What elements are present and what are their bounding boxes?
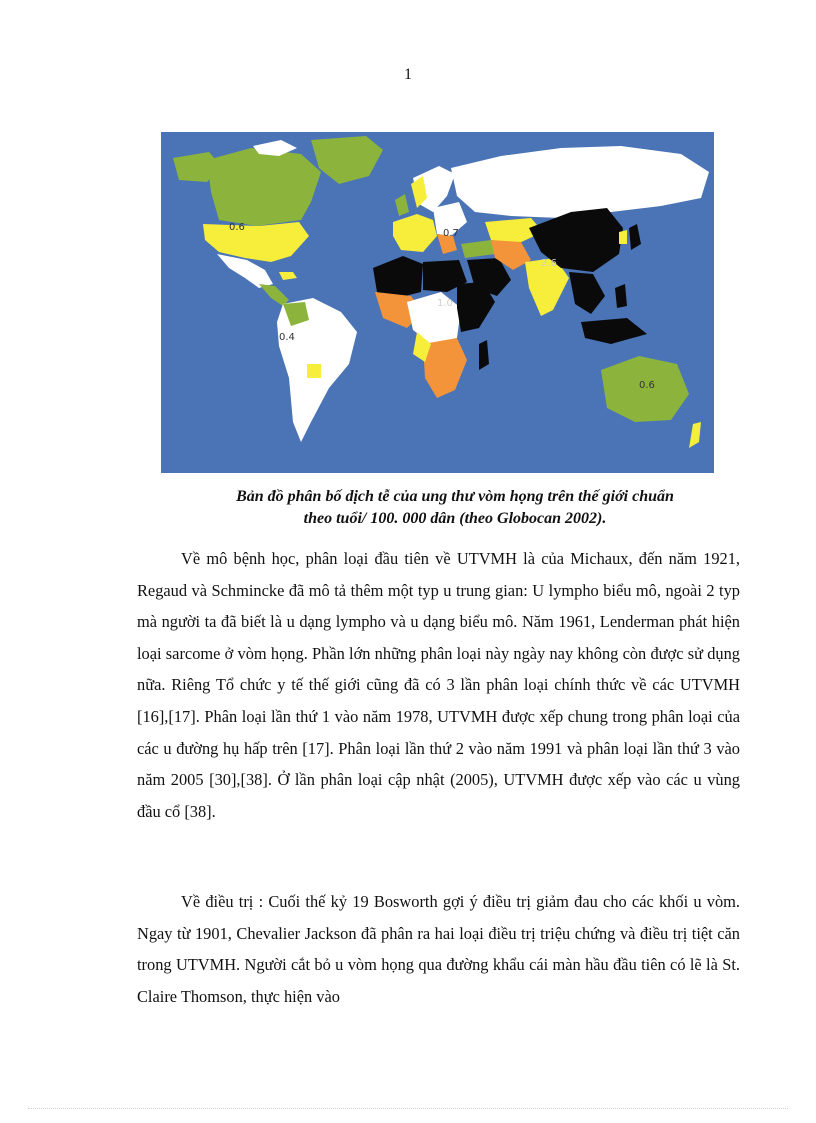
label-australia: 0.6	[639, 380, 655, 391]
world-map	[161, 132, 714, 473]
label-africa: 1.0	[437, 298, 453, 309]
label-east-asia: 2.6	[541, 258, 557, 269]
bolivia	[307, 364, 321, 378]
label-south-america: 0.4	[279, 332, 295, 343]
label-north-america: 0.6	[229, 222, 245, 233]
figure-caption-line-2: theo tuổi/ 100. 000 dân (theo Globocan 2002).	[303, 510, 607, 527]
label-europe: 0.7	[443, 228, 459, 239]
footer-rule	[28, 1108, 788, 1109]
canada	[207, 148, 321, 226]
korea	[619, 230, 627, 244]
paragraph-histology: Về mô bệnh học, phân loại đầu tiên về UTVMH là của Michaux, đến năm 1921, Regaud và Schmincke đã mô tả thêm một typ u trung gian: U lympho biểu mô, ngoài 2 typ mà người ta đã biết là u dạng lympho và u dạng biểu mô. Năm 1961, Lenderman phát hiện loại sarcome ở vòm họng. Phần lớn những phân loại này ngày nay không còn được sử dụng nữa. Riêng Tổ chức y tế thế giới cũng đã có 3 lần phân loại chính thức về các UTVMH [16],[17]. Phân loại lần thứ 1 vào năm 1978, UTVMH được xếp chung trong phân loại của các u đường hụ hấp trên [17]. Phân loại lần thứ 2 vào năm 1991 và phân loại lần thứ 3 vào năm 2005 [30],[38]. Ở lần phân loại cập nhật (2005), UTVMH được xếp vào các u vùng đầu cổ [38].	[137, 549, 740, 821]
page-number: 1	[404, 66, 412, 83]
paragraph-treatment: Về điều trị : Cuối thế kỷ 19 Bosworth gợi ý điều trị giảm đau cho các khối u vòm. Ngay từ 1901, Chevalier Jackson đã phân ra hai loại điều trị triệu chứng và điều trị tiệt căn trong UTVMH. Người cắt bỏ u vòm họng qua đường khẩu cái màn hầu đầu tiên có lẽ là St. Claire Thomson, thực hiện vào	[137, 892, 740, 1006]
figure-caption-line-1: Bản đồ phân bố dịch tễ của ung thư vòm họng trên thế giới chuẩn	[236, 488, 674, 505]
world-map-figure	[161, 132, 714, 473]
philippines	[615, 284, 627, 308]
